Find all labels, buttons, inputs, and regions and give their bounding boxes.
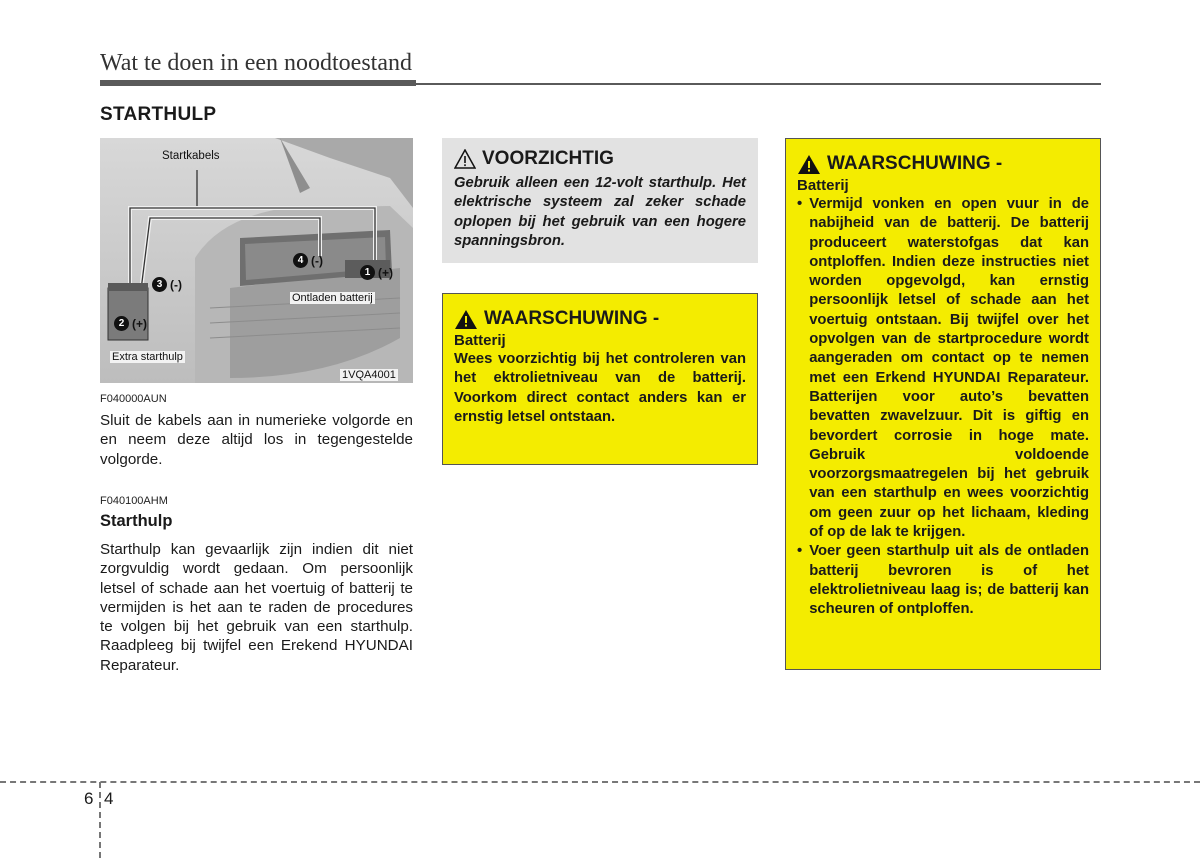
marker-1-number: 1 <box>360 265 375 280</box>
page-number-divider <box>99 782 101 858</box>
label-startkabels: Startkabels <box>162 150 220 162</box>
marker-4-number: 4 <box>293 253 308 268</box>
warning-2-bullet <box>797 542 1089 619</box>
warning-triangle-icon <box>454 309 478 330</box>
marker-1-polarity: (+) <box>378 265 393 280</box>
marker-2 <box>114 316 147 331</box>
marker-3-polarity: (-) <box>170 277 182 292</box>
marker-3-number: 3 <box>152 277 167 292</box>
jump-start-illustration <box>100 138 413 383</box>
caution-box <box>442 138 758 263</box>
warning-2-bullet-text: Voer geen starthulp uit als de ontladen batterij bevroren is of het elektrolietniveau laag is; de batterij kan scheuren of ontploffen. <box>809 543 1089 618</box>
marker-4 <box>293 253 323 268</box>
caution-text: Gebruik alleen een 12-volt starthulp. Het elektrische systeem zal zeker schade oplopen bij het gebruik van een hogere spanningsbron. <box>454 175 746 249</box>
marker-2-polarity: (+) <box>132 316 147 331</box>
bullet-mark: • <box>797 543 803 560</box>
warning-1-title: WAARSCHUWING - <box>484 308 660 329</box>
marker-1 <box>360 265 393 280</box>
warning-triangle-icon <box>797 154 821 175</box>
warning-2-heading <box>797 153 1089 175</box>
warning-1-text: Wees voorzichtig bij het controleren van het ektrolietniveau van de batterij. Voorkom direct contact anders kan er ernstig letsel ontstaan. <box>454 351 746 425</box>
header-rule-thick <box>100 80 416 86</box>
warning-box-2 <box>785 138 1101 670</box>
footer-dashed-rule <box>0 781 1200 783</box>
starthulp-paragraph: Starthulp kan gevaarlijk zijn indien dit niet zorgvuldig wordt gedaan. Om persoonlijk letsel of schade aan het voertuig of batterij te vermijden is het aan te raden de procedures te volgen bij het gebruik van een starthulp. Raadpleeg bij twijfel een Erekend HYUNDAI Reparateur. <box>100 541 413 674</box>
reference-code-2: F040100AHM <box>100 495 168 507</box>
car-engine-bay-drawing <box>100 138 413 383</box>
warning-2-title: WAARSCHUWING - <box>827 153 1003 174</box>
marker-2-number: 2 <box>114 316 129 331</box>
reference-code-1: F040000AUN <box>100 393 167 405</box>
warning-2-subtitle: Batterij <box>797 177 849 194</box>
section-title: STARTHULP <box>100 104 217 125</box>
warning-2-bullet-text: Vermijd vonken en open vuur in de nabijheid van de batterij. De batterij produceert waterstofgas dat kan ontploffen. Indien deze instructies niet worden opgevolgd, kan ernstig persoonlijk letsel of schade aan het voertuig ontstaan. Bij twijfel over het opvolgen van de startprocedure wordt aangeraden om contact op te nemen met een Erkend HYUNDAI Reparateur. Batterijen voor auto’s bevatten bevatten zwavelzuur. Dit is giftig en bevordert corrosie in hoge mate. Gebruik voldoende voorzorgsmaatregelen bij het gebruik van een starthulp en wees voorzichtig om geen zuur op het lichaam, kleding of op de lak te krijgen. <box>809 196 1089 541</box>
label-ontladen-batterij: Ontladen batterij <box>292 292 373 304</box>
marker-3 <box>152 277 182 292</box>
figure-code: 1VQA4001 <box>342 369 396 381</box>
header-rule-thin <box>416 83 1101 85</box>
page-section-number: 6 <box>84 789 94 808</box>
page-number: 4 <box>104 789 114 808</box>
caution-title: VOORZICHTIG <box>482 148 614 169</box>
warning-triangle-icon <box>454 149 476 169</box>
label-extra-starthulp: Extra starthulp <box>112 351 183 363</box>
caution-heading <box>454 148 746 170</box>
marker-4-polarity: (-) <box>311 253 323 268</box>
warning-2-bullet <box>797 195 1089 542</box>
warning-1-heading <box>454 308 746 330</box>
warning-box-1 <box>442 293 758 465</box>
bullet-mark: • <box>797 196 803 212</box>
page-header-title: Wat te doen in een noodtoestand <box>100 50 412 76</box>
instruction-paragraph: Sluit de kabels aan in numerieke volgorde en en neem deze altijd los in tegengestelde volgorde. <box>100 412 413 468</box>
warning-1-subtitle: Batterij <box>454 332 506 349</box>
subheading-starthulp: Starthulp <box>100 512 173 530</box>
